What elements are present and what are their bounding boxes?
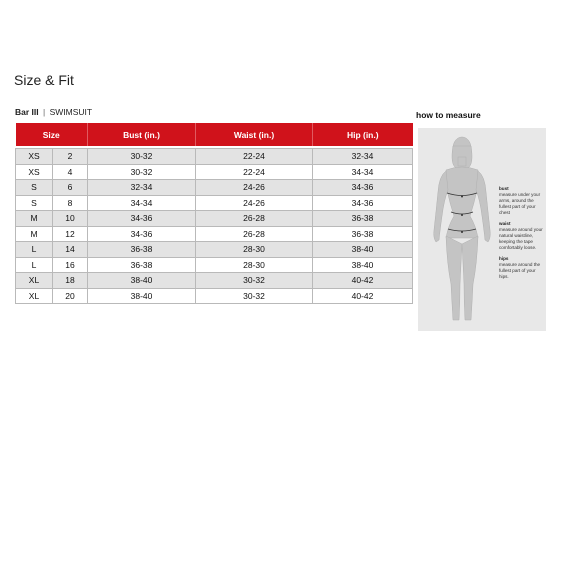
table-row — [16, 257, 413, 273]
size-cell: L — [16, 242, 53, 258]
table-row — [16, 180, 413, 196]
note-hips-title: hips — [499, 256, 509, 261]
table-row — [16, 273, 413, 289]
waist-cell: 24-26 — [196, 180, 313, 196]
waist-cell: 28-30 — [196, 257, 313, 273]
brand-name: Bar III — [15, 107, 39, 117]
size-cell: S — [16, 180, 53, 196]
waist-cell: 30-32 — [196, 273, 313, 289]
hip-cell: 32-34 — [313, 149, 413, 165]
hip-cell: 40-42 — [313, 273, 413, 289]
note-bust-text: measure under your arms, around the fullest part of your chest — [499, 192, 541, 215]
table-row — [16, 164, 413, 180]
hip-cell: 38-40 — [313, 257, 413, 273]
size-number-cell: 2 — [53, 149, 88, 165]
bust-cell: 30-32 — [88, 164, 196, 180]
size-number-cell: 20 — [53, 288, 88, 304]
chart-category: SWIMSUIT — [49, 107, 93, 117]
header-hip: Hip (in.) — [313, 123, 413, 146]
bust-cell: 32-34 — [88, 180, 196, 196]
bust-cell: 34-36 — [88, 211, 196, 227]
how-to-measure-panel — [418, 128, 546, 331]
size-cell: M — [16, 211, 53, 227]
note-bust — [499, 186, 545, 216]
bust-cell: 34-34 — [88, 195, 196, 211]
header-size: Size — [16, 123, 88, 146]
size-cell: XS — [16, 164, 53, 180]
bust-cell: 34-36 — [88, 226, 196, 242]
table-row — [16, 226, 413, 242]
waist-cell: 30-32 — [196, 288, 313, 304]
size-cell: M — [16, 226, 53, 242]
size-chart-table — [15, 123, 413, 304]
size-number-cell: 8 — [53, 195, 88, 211]
waist-cell: 26-28 — [196, 211, 313, 227]
note-waist-text: measure around your natural waistline, keeping the tape comfortably loose. — [499, 227, 543, 250]
hip-cell: 38-40 — [313, 242, 413, 258]
size-number-cell: 14 — [53, 242, 88, 258]
hip-cell: 34-34 — [313, 164, 413, 180]
size-chart-body — [16, 146, 413, 304]
table-row — [16, 149, 413, 165]
waist-cell: 28-30 — [196, 242, 313, 258]
hip-cell: 36-38 — [313, 211, 413, 227]
table-row — [16, 195, 413, 211]
hip-cell: 36-38 — [313, 226, 413, 242]
page-title: Size & Fit — [14, 72, 74, 88]
size-number-cell: 16 — [53, 257, 88, 273]
size-cell: XL — [16, 273, 53, 289]
how-to-measure-title: how to measure — [416, 110, 481, 120]
brand-line — [15, 107, 92, 117]
note-waist-title: waist — [499, 221, 511, 226]
size-number-cell: 18 — [53, 273, 88, 289]
size-cell: XL — [16, 288, 53, 304]
header-waist: Waist (in.) — [196, 123, 313, 146]
bust-cell: 30-32 — [88, 149, 196, 165]
table-row — [16, 288, 413, 304]
measure-notes — [499, 186, 545, 285]
size-number-cell: 6 — [53, 180, 88, 196]
header-bust: Bust (in.) — [88, 123, 196, 146]
brand-separator: | — [43, 107, 46, 117]
note-hips-text: measure around the fullest part of your hips. — [499, 262, 541, 279]
hip-cell: 40-42 — [313, 288, 413, 304]
table-row — [16, 211, 413, 227]
body-silhouette-icon — [426, 134, 498, 326]
bust-cell: 36-38 — [88, 242, 196, 258]
note-waist — [499, 221, 545, 251]
waist-cell: 22-24 — [196, 164, 313, 180]
size-number-cell: 4 — [53, 164, 88, 180]
size-number-cell: 12 — [53, 226, 88, 242]
size-cell: L — [16, 257, 53, 273]
waist-cell: 24-26 — [196, 195, 313, 211]
size-number-cell: 10 — [53, 211, 88, 227]
note-bust-title: bust — [499, 186, 509, 191]
bust-cell: 38-40 — [88, 288, 196, 304]
hip-cell: 34-36 — [313, 180, 413, 196]
size-cell: S — [16, 195, 53, 211]
bust-cell: 38-40 — [88, 273, 196, 289]
waist-cell: 22-24 — [196, 149, 313, 165]
bust-cell: 36-38 — [88, 257, 196, 273]
size-cell: XS — [16, 149, 53, 165]
hip-cell: 34-36 — [313, 195, 413, 211]
waist-cell: 26-28 — [196, 226, 313, 242]
note-hips — [499, 256, 545, 280]
table-row — [16, 242, 413, 258]
size-chart-header-row — [16, 123, 413, 146]
